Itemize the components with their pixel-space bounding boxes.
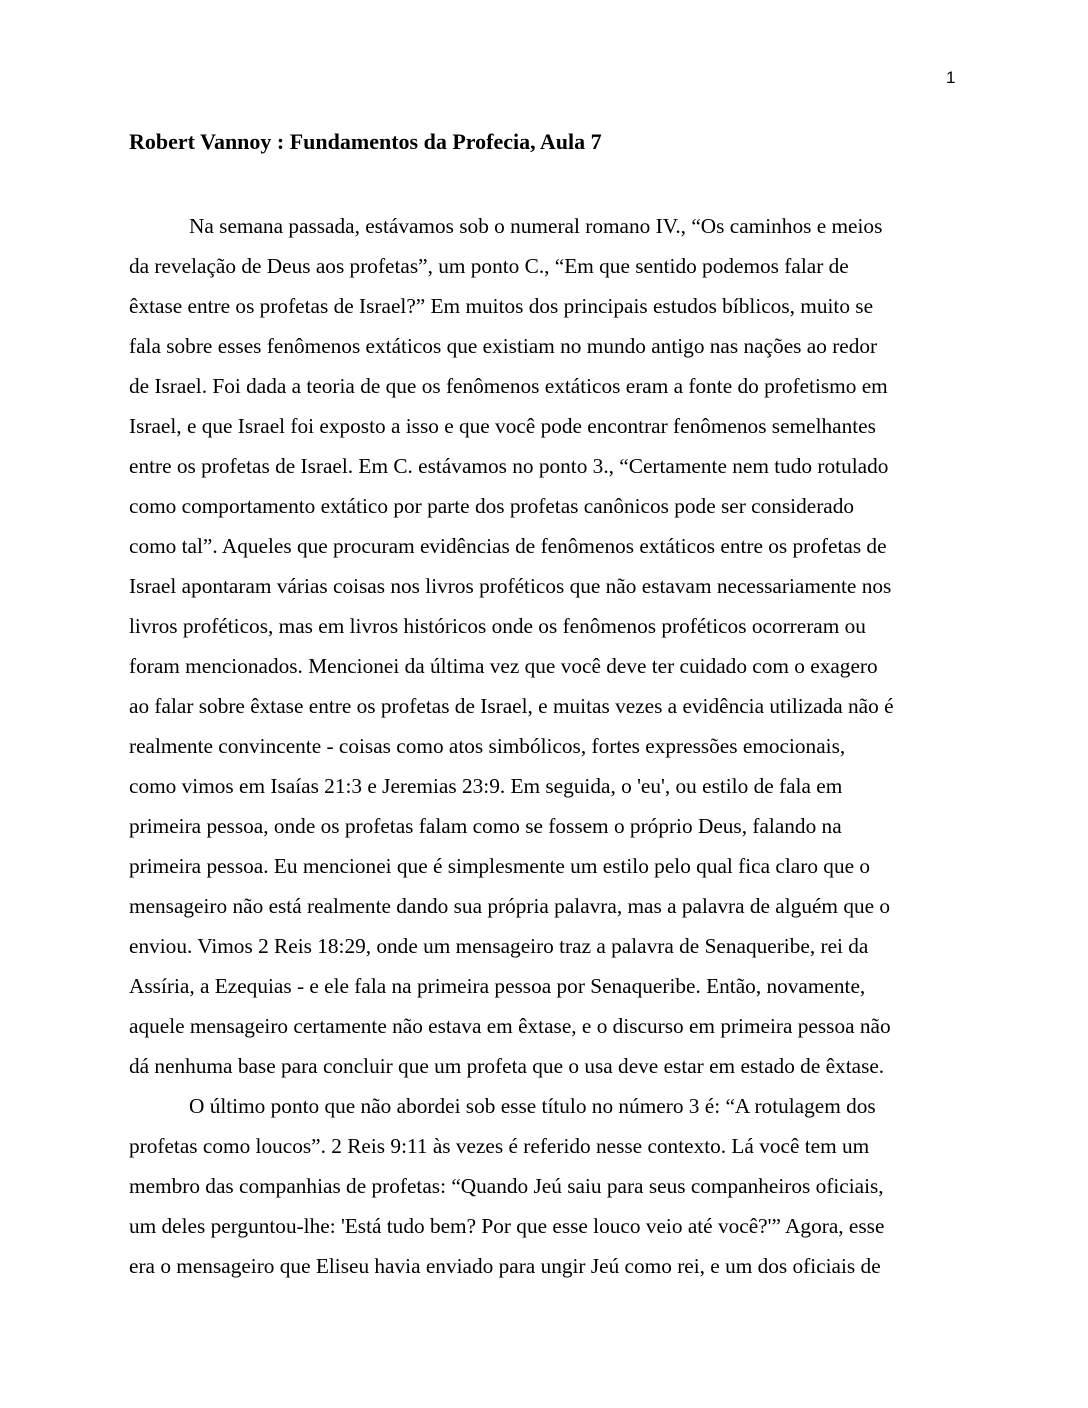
text-line: como vimos em Isaías 21:3 e Jeremias 23:9. Em seguida, o 'eu', ou estilo de fala em [129,774,843,798]
paragraph-1 [129,206,969,1086]
text-line: enviou. Vimos 2 Reis 18:29, onde um mensageiro traz a palavra de Senaqueribe, rei da [129,934,869,958]
text-line: primeira pessoa. Eu mencionei que é simplesmente um estilo pelo qual fica claro que o [129,854,871,878]
text-line: primeira pessoa, onde os profetas falam como se fossem o próprio Deus, falando na [129,814,842,838]
text-line: aquele mensageiro certamente não estava em êxtase, e o discurso em primeira pessoa não [129,1014,891,1038]
text-line: foram mencionados. Mencionei da última vez que você deve ter cuidado com o exagero [129,654,878,678]
text-line: de Israel. Foi dada a teoria de que os fenômenos extáticos eram a fonte do profetismo em [129,374,888,398]
text-line: um deles perguntou-lhe: 'Está tudo bem? Por que esse louco veio até você?'” Agora, esse [129,1214,885,1238]
text-line: livros proféticos, mas em livros históricos onde os fenômenos proféticos ocorreram ou [129,614,866,638]
document-title: Robert Vannoy : Fundamentos da Profecia, Aula 7 [129,129,602,154]
page-number: 1 [946,68,956,87]
text-line: Israel apontaram várias coisas nos livros proféticos que não estavam necessariamente nos [129,574,892,598]
text-line: entre os profetas de Israel. Em C. estávamos no ponto 3., “Certamente nem tudo rotulado [129,454,889,478]
text-line: mensageiro não está realmente dando sua própria palavra, mas a palavra de alguém que o [129,894,891,918]
text-line: Assíria, a Ezequias - e ele fala na primeira pessoa por Senaqueribe. Então, novamente, [129,974,866,998]
text-line: ao falar sobre êxtase entre os profetas de Israel, e muitas vezes a evidência utilizada não é [129,694,894,718]
text-line: membro das companhias de profetas: “Quando Jeú saiu para seus companheiros oficiais, [129,1174,884,1198]
text-line: como comportamento extático por parte dos profetas canônicos pode ser considerado [129,494,855,518]
text-line: dá nenhuma base para concluir que um profeta que o usa deve estar em estado de êxtase. [129,1054,885,1078]
text-line: da revelação de Deus aos profetas”, um ponto C., “Em que sentido podemos falar de [129,254,849,278]
text-line: Na semana passada, estávamos sob o numeral romano IV., “Os caminhos e meios [189,214,883,238]
text-line: fala sobre esses fenômenos extáticos que existiam no mundo antigo nas nações ao redor [129,334,878,358]
text-line: como tal”. Aqueles que procuram evidências de fenômenos extáticos entre os profetas de [129,534,887,558]
text-line: Israel, e que Israel foi exposto a isso e que você pode encontrar fenômenos semelhantes [129,414,876,438]
document-body [129,206,969,1286]
text-line: realmente convincente - coisas como atos simbólicos, fortes expressões emocionais, [129,734,846,758]
text-line: era o mensageiro que Eliseu havia enviado para ungir Jeú como rei, e um dos oficiais de [129,1254,881,1278]
paragraph-2 [129,1086,969,1286]
text-line: êxtase entre os profetas de Israel?” Em muitos dos principais estudos bíblicos, muito se [129,294,874,318]
text-line: O último ponto que não abordei sob esse título no número 3 é: “A rotulagem dos [189,1094,876,1118]
text-line: profetas como loucos”. 2 Reis 9:11 às vezes é referido nesse contexto. Lá você tem um [129,1134,870,1158]
